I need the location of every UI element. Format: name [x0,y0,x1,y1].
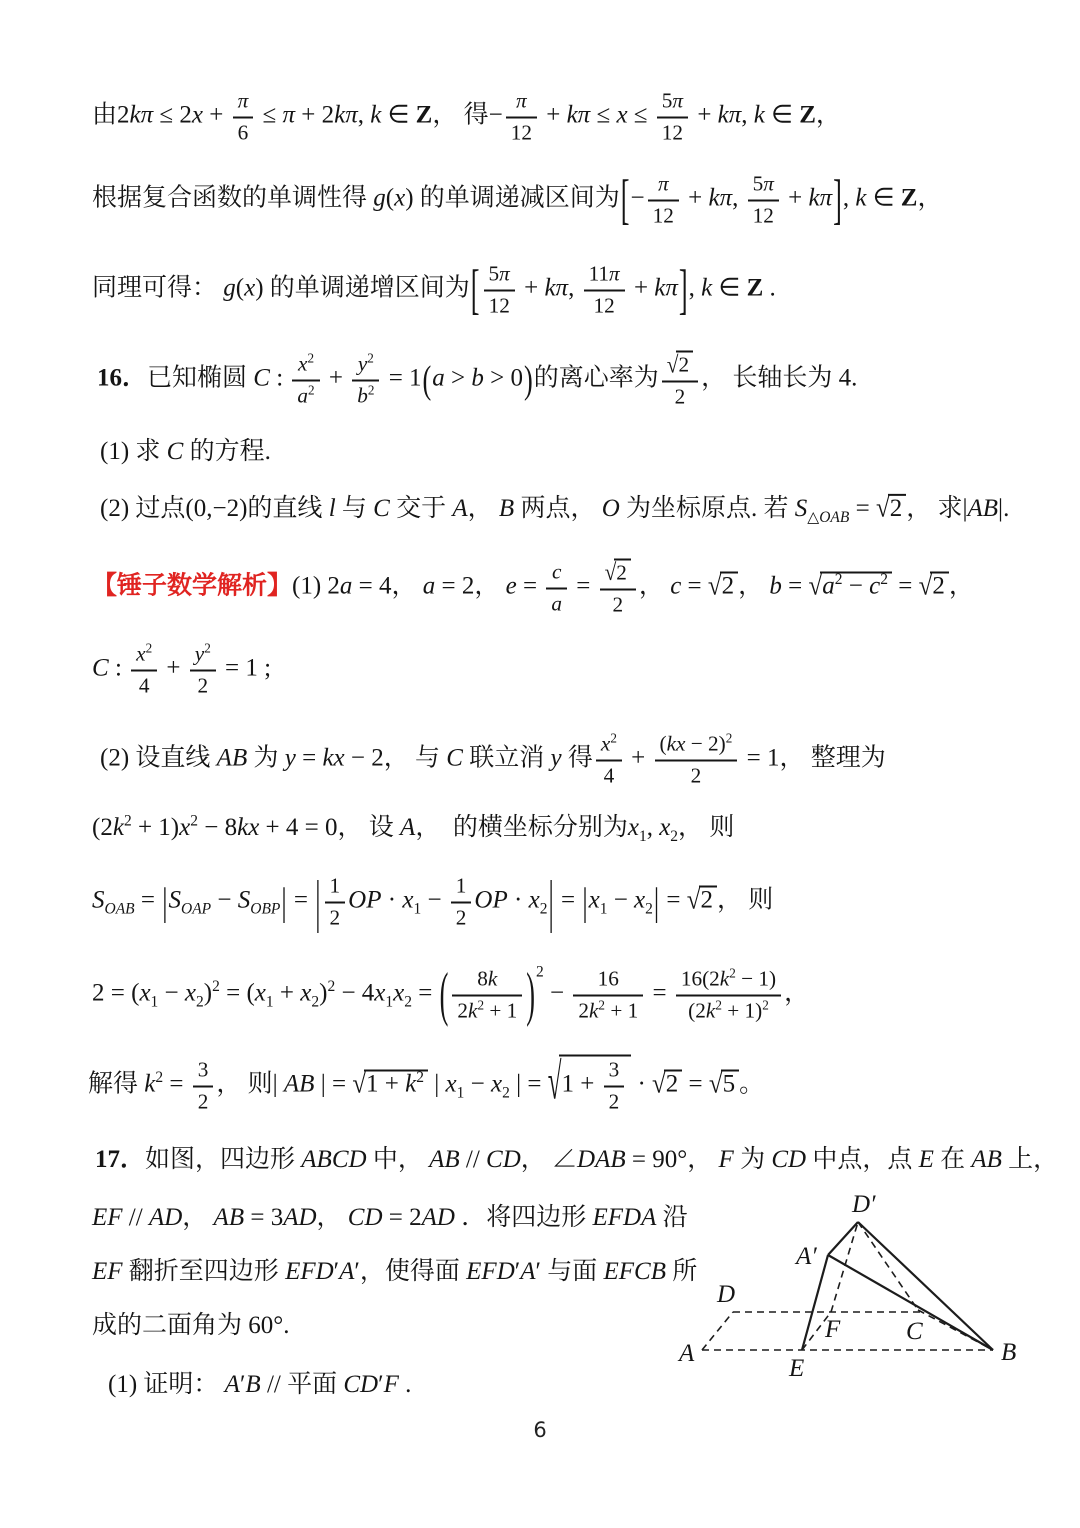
analysis-part-2-setup: (2) 设直线 AB 为 y = kx − 2， 与 C 联立消 y 得 $\frac{x^2}{4}$ + $\frac{(kx - 2)^2}{2}$ = 1， 整理为 [100,730,886,787]
vertex-label-F: F [825,1316,841,1343]
ab-length-result: 解得 $k^2$ = $\frac{3}{2}$ ， 则| AB | = $√1 + k^2$ | $x_1 - x_2$ | = √1 + $\frac{3}{2}$ · √2 = √5 。 [88,1055,764,1116]
vertex-label-B: B [1001,1339,1017,1366]
edge-A-D-dashed [702,1312,733,1350]
problem-16-part-2: (2) 过点(0,−2)的直线 l 与 C 交于 A， B 两点， O 为坐标原点. 若 $S_{\triangle OAB} = √2$ ， 求|AB|. [100,493,1010,526]
vertex-label-A: A [679,1340,695,1367]
quadratic-equation-line: $(2k^2 + 1)x^2 - 8kx + 4 = 0$， 设 A， 的横坐标分别为$x_1$, $x_2$， 则 [92,812,735,845]
decreasing-interval-result: 根据复合函数的单调性得 g(x) 的单调递减区间为[− $\frac{\pi}{12}$ + kπ, $\frac{5\pi}{12}$ + kπ], k ∈ Z， [92,168,943,230]
problem-16-part-1: (1) 求 C 的方程. [100,437,271,465]
problem-17-intro: 17．如图，四边形 ABCD 中， AB // CD， ∠DAB = 90°， F 为 CD 中点，点 E 在 AB 上， [95,1145,1059,1173]
vieta-computation-line: $2 = (x_1 - x_2)^2 = (x_1 + x_2)^2 - 4x_1x_2$ = ( $\frac{8k}{2k^2 + 1}$ )$^2$ − $\frac{16}{2k^2 + 1}$ = $\frac{16(2k^2 - 1)}{(2k^2 + 1)^2}$ ， [92,961,810,1028]
vertex-label-A-prime: A′ [796,1243,817,1270]
folded-quadrilateral-diagram [660,1188,1052,1398]
edge-Dprime-B-solid [858,1222,993,1350]
monotone-decrease-derivation: 由2kπ ≤ 2x + $\frac{\pi}{6}$ ≤ π + 2kπ, k ∈ Z， 得− $\frac{\pi}{12}$ + kπ ≤ x ≤ $\frac{5\pi}{12}$ + kπ, k ∈ Z， [92,88,841,144]
problem-17-fold: EF 翻折至四边形 EFD′A′，使得面 EFD′A′ 与面 EFCB 所 [92,1257,698,1285]
problem-17-part-1: (1) 证明： A′B // 平面 CD′F . [108,1370,412,1398]
increasing-interval-result: 同理可得： g(x) 的单调递增区间为[ $\frac{5\pi}{12}$ + kπ, $\frac{11\pi}{12}$ + kπ], k ∈ Z . [92,258,776,320]
edge-Dprime-C-dashed [858,1222,918,1310]
vertex-label-D-prime: D′ [852,1191,876,1218]
area-expression-line: $S_{OAB} = |S_{OAP} - S_{OBP}|$ = | $\frac{1}{2}$ OP · $x_1$ − $\frac{1}{2}$ OP · $x_2| = |x_1 - x_2| = √2$ ， 则 [92,869,774,934]
vertex-label-C: C [906,1318,923,1345]
ellipse-equation-result: C : $\frac{x^2}{4}$ + $\frac{y^2}{2}$ = 1 ; [92,640,272,697]
analysis-part-1: 【锤子数学解析】(1) 2a = 4， a = 2， e = $\frac{c}{a}$ = $\frac{√2}{2}$ ， c = √2 ， $b = √a^2 - c^2 = √2$ ， [92,558,974,616]
hammer-math-analysis-label: 【锤子数学解析】 [92,572,293,600]
problem-17-conditions: EF // AD， AB = 3AD， CD = 2AD ．将四边形 EFDA 沿 [92,1203,688,1231]
problem-16: 16．已知椭圆 C : $\frac{x^2}{a^2}$ + $\frac{y^2}{b^2}$ = 1(a > b > 0)的离心率为 $\frac{√2}{2}$ ， 长轴长为 4. [97,350,858,408]
vertex-label-E: E [789,1355,805,1382]
vertex-label-D: D [717,1281,736,1308]
problem-17-angle: 成的二面角为 60°. [92,1311,290,1339]
geometry-figure [660,1188,1052,1398]
page-number: 6 [533,1418,547,1442]
